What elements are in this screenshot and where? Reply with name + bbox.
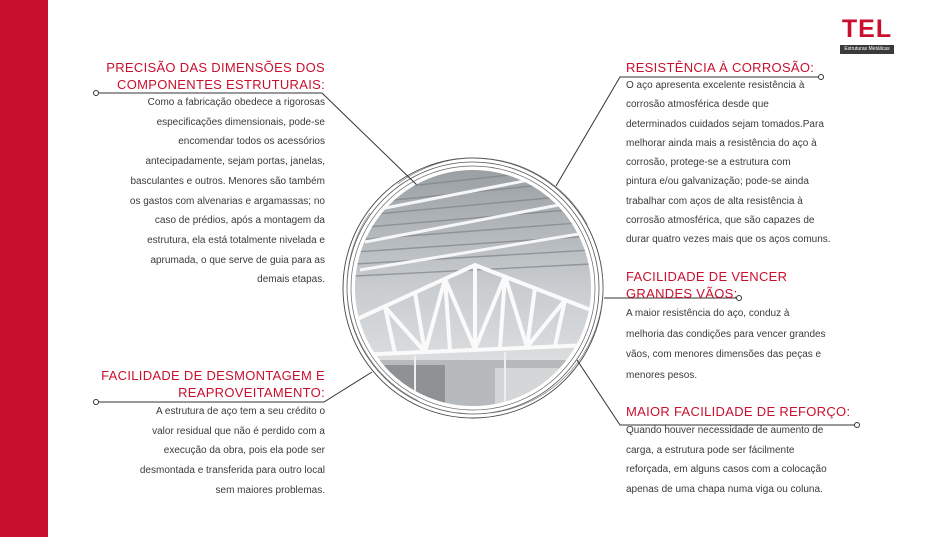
- steel-structure-photo: [355, 170, 591, 406]
- vaos-heading-line1: FACILIDADE DE VENCER: [626, 269, 788, 284]
- vaos-heading: [626, 268, 866, 302]
- corrosao-heading: RESISTÊNCIA À CORROSÃO:: [626, 60, 815, 75]
- text-line: estrutura, ela está totalmente nivelada e: [147, 234, 325, 246]
- desmontagem-body: [60, 402, 325, 501]
- text-line: Como a fabricação obedece a rigorosas: [147, 97, 325, 108]
- text-line: encomendar todos os acessórios: [178, 136, 325, 148]
- text-line: basculantes e outros. Menores são também: [130, 175, 325, 187]
- precisao-heading-line1: PRECISÃO DAS DIMENSÕES DOS: [106, 60, 325, 75]
- text-line: melhoria das condições para vencer grandes: [626, 328, 826, 340]
- vaos-heading-line2: GRANDES VÃOS:: [626, 286, 738, 301]
- text-line: pintura e/ou galvanização; pode-se ainda: [626, 176, 809, 188]
- precisao-body: [60, 93, 325, 290]
- reforco-body: [626, 421, 871, 499]
- logo-subtitle: Estruturas Metálicas: [840, 45, 894, 54]
- text-line: corrosão atmosférica desde que: [626, 99, 769, 111]
- section-vaos: [626, 268, 866, 386]
- text-line: determinados cuidados sejam tomados.Para: [626, 118, 824, 130]
- vaos-body: [626, 304, 866, 386]
- desmontagem-heading-line2: REAPROVEITAMENTO:: [178, 385, 325, 400]
- corrosao-body: [626, 76, 866, 250]
- precisao-heading: [60, 59, 325, 93]
- text-line: A estrutura de aço tem a seu crédito o: [156, 406, 325, 417]
- text-line: os gastos com alvenarias e argamassas; no: [129, 195, 325, 207]
- text-line: demais etapas.: [257, 274, 325, 286]
- text-line: Quando houver necessidade de aumento de: [626, 425, 824, 436]
- text-line: trabalhar com aços de alta resistência à: [626, 195, 803, 207]
- text-line: valor residual que não é perdido com a: [152, 425, 325, 437]
- text-line: antecipadamente, sejam portas, janelas,: [145, 156, 325, 168]
- text-line: carga, a estrutura pode ser fácilmente: [626, 444, 795, 456]
- text-line: vãos, com menores dimensões das peças e: [626, 349, 822, 360]
- text-line: corrosão, protege-se a estrutura com: [626, 157, 791, 169]
- desmontagem-heading: [60, 367, 325, 401]
- section-reforco: [626, 403, 871, 499]
- text-line: A maior resistência do aço, conduz à: [626, 308, 790, 319]
- text-line: melhorar ainda mais a resistência do aço à: [626, 137, 817, 149]
- section-corrosao: [626, 59, 866, 250]
- text-line: execução da obra, pois ela pode ser: [163, 445, 325, 457]
- text-line: especificações dimensionais, pode-se: [156, 116, 325, 128]
- text-line: reforçada, em alguns casos com a colocação: [626, 464, 827, 475]
- precisao-heading-line2: COMPONENTES ESTRUTURAIS:: [117, 77, 325, 92]
- text-line: caso de prédios, após a montagem da: [154, 215, 325, 227]
- text-line: desmontada e transferida para outro local: [139, 465, 325, 477]
- desmontagem-heading-line1: FACILIDADE DE DESMONTAGEM E: [101, 368, 325, 383]
- section-precisao: [60, 59, 325, 290]
- section-desmontagem: [60, 367, 325, 501]
- reforco-heading: MAIOR FACILIDADE DE REFORÇO:: [626, 404, 851, 419]
- logo-text: TEL: [841, 15, 893, 43]
- text-line: sem maiores problemas.: [215, 484, 325, 496]
- text-line: aprumada, o que serve de guia para as: [150, 254, 325, 266]
- text-line: O aço apresenta excelente resistência à: [626, 80, 805, 91]
- text-line: corrosão atmosférica, que são capazes de: [626, 215, 815, 227]
- text-line: menores pesos.: [626, 369, 698, 381]
- text-line: apenas de uma chapa numa viga ou coluna.: [626, 483, 823, 495]
- text-line: durar quatro vezes mais que os aços comuns.: [626, 234, 831, 246]
